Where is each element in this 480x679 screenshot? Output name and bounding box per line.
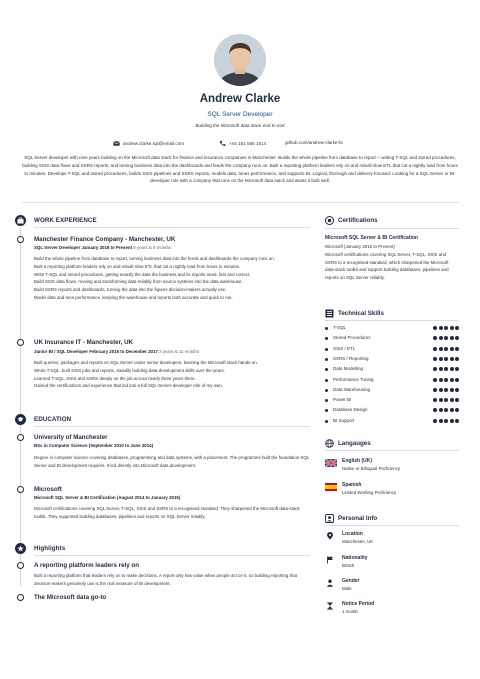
skill-level-dot xyxy=(450,378,454,382)
skill-level-dot xyxy=(444,336,448,340)
job-bullet: Write T-SQL and stored procedures, getting exactly the data the business and its reports need, fast and correct. xyxy=(34,271,251,277)
email-contact[interactable] xyxy=(113,140,184,147)
language-level: Native or Bilingual Proficiency xyxy=(342,466,401,471)
personal-label: Location xyxy=(342,531,363,537)
timeline-dot xyxy=(17,594,24,601)
email-text: andrew.clarke.sql@email.com xyxy=(123,141,185,146)
skill-level-dot xyxy=(455,347,459,351)
highlight-title: A reporting platform leaders rely on xyxy=(34,562,139,569)
skill-level-dot xyxy=(450,398,454,402)
personal-label: Notice Period xyxy=(342,601,375,607)
certification-issuer: Microsoft (January 2015 to Present) xyxy=(325,244,395,249)
github-text: github.com/andrew-clarke-bi xyxy=(285,140,343,145)
skill-bullet xyxy=(325,420,328,423)
education-degree: BSc in Computer Science (September 2010 to June 2014) xyxy=(34,443,154,448)
skill-level xyxy=(433,419,459,423)
skill-level-dot xyxy=(439,336,443,340)
skill-row xyxy=(325,407,459,414)
skill-name: SSRS / Reporting xyxy=(333,355,369,361)
section-rule xyxy=(325,228,459,229)
language-name: Spanish xyxy=(342,482,362,488)
highlight-title: The Microsoft data go-to xyxy=(34,594,107,601)
section-rule xyxy=(34,426,310,427)
education-school: Microsoft xyxy=(34,486,62,493)
skill-level-dot xyxy=(450,326,454,330)
skill-level-dot xyxy=(439,326,443,330)
job-role: Junior BI / SQL Developer February 2015 to December 2017 2 years & 11 months xyxy=(34,349,200,354)
skill-level-dot xyxy=(450,357,454,361)
skill-level-dot xyxy=(433,408,437,412)
profile-photo xyxy=(214,34,266,86)
skill-level-dot xyxy=(444,378,448,382)
person-icon xyxy=(326,579,334,587)
id-card-icon xyxy=(325,514,334,523)
skill-level-dot xyxy=(455,388,459,392)
job-bullet: Model data and tune performance, keeping the warehouse and reports both accurate and quick to run. xyxy=(34,294,233,300)
section-rule xyxy=(325,320,459,321)
personal-value: Male xyxy=(342,586,352,591)
skill-row xyxy=(325,397,459,404)
skill-level xyxy=(433,367,459,371)
timeline-dot xyxy=(17,339,24,346)
location-pin-icon xyxy=(326,532,334,540)
phone-text: +44 161 555 1514 xyxy=(229,141,267,146)
skill-level-dot xyxy=(433,367,437,371)
tagline: Building the Microsoft data stack end to end xyxy=(195,123,285,128)
job-bullet: Build SSIS data flows, moving and transforming data reliably from source systems into the data warehouse. xyxy=(34,279,243,285)
job-title: SQL Server Developer xyxy=(207,111,273,118)
skill-level-dot xyxy=(439,419,443,423)
section-rule xyxy=(325,525,459,526)
skill-bullet xyxy=(325,327,328,330)
skill-level-dot xyxy=(439,378,443,382)
skill-name: Performance Tuning xyxy=(333,376,374,382)
skill-level xyxy=(433,357,459,361)
skill-bullet xyxy=(325,379,328,382)
flag-icon xyxy=(326,556,334,564)
header-divider xyxy=(22,202,458,203)
skill-level-dot xyxy=(455,398,459,402)
timeline-dot xyxy=(17,562,24,569)
globe-icon xyxy=(325,439,334,448)
languages-heading: Langauges xyxy=(338,440,371,447)
skill-level-dot xyxy=(439,367,443,371)
skill-bullet xyxy=(325,368,328,371)
skill-level xyxy=(433,347,459,351)
language-level: Limited Working Proficiency xyxy=(342,490,397,495)
skill-row xyxy=(325,346,459,353)
skill-level-dot xyxy=(439,347,443,351)
job-bullets xyxy=(34,359,310,390)
job-role: SQL Server Developer January 2018 to Present 8 years & 9 months xyxy=(34,245,172,250)
timeline-dot xyxy=(17,236,24,243)
language-name: English (UK) xyxy=(342,458,372,464)
skill-level-dot xyxy=(433,357,437,361)
job-bullet: Build SSRS reports and dashboards, turning the data into the figures decision-makers actually use. xyxy=(34,287,227,293)
certification-name: Microsoft SQL Server & BI Certification xyxy=(325,235,418,241)
certifications-heading: Certifications xyxy=(338,217,378,224)
skill-level-dot xyxy=(450,347,454,351)
phone-icon xyxy=(219,140,226,147)
skill-row xyxy=(325,418,459,425)
uk-flag xyxy=(325,459,337,467)
skill-level-dot xyxy=(455,367,459,371)
skill-level-dot xyxy=(433,378,437,382)
skill-level-dot xyxy=(439,398,443,402)
skill-name: Database Design xyxy=(333,407,368,413)
skill-level xyxy=(433,388,459,392)
technical-skills-heading: Technical Skills xyxy=(338,310,384,317)
personal-label: Gender xyxy=(342,578,360,584)
skill-bullet xyxy=(325,399,328,402)
candidate-name: Andrew Clarke xyxy=(199,93,281,105)
list-icon xyxy=(325,309,334,318)
education-text: Microsoft certifications covering SQL Server, T-SQL, SSIS and SSRS to a recognised standard. They sharpened the Microsoft data-stack toolkit. They supported building databases, pipelines and reports on SQL Server reliably. xyxy=(34,506,300,519)
contact-bar xyxy=(0,140,480,148)
highlight-text: Built a reporting platform that leaders rely on to make decisions. A report only has value when people act on it, so building reporting that decision-makers genuinely use is the real measure of BI development. xyxy=(34,573,297,586)
skill-level xyxy=(433,326,459,330)
skill-bullet xyxy=(325,337,328,340)
skill-level xyxy=(433,398,459,402)
skill-name: Stored Procedures xyxy=(333,335,371,341)
skill-level-dot xyxy=(444,388,448,392)
skill-level-dot xyxy=(439,388,443,392)
skill-row xyxy=(325,325,459,332)
skill-level-dot xyxy=(455,378,459,382)
education-heading: EDUCATION xyxy=(34,416,72,423)
skill-level-dot xyxy=(450,367,454,371)
skill-level-dot xyxy=(444,326,448,330)
skill-level-dot xyxy=(455,336,459,340)
skill-bullet xyxy=(325,389,328,392)
graduation-cap-icon xyxy=(15,414,26,425)
skill-level-dot xyxy=(450,388,454,392)
skill-row xyxy=(325,335,459,342)
skill-level-dot xyxy=(444,398,448,402)
skill-level xyxy=(433,336,459,340)
skill-row xyxy=(325,377,459,384)
spain-flag xyxy=(325,483,337,491)
personal-label: Nationality xyxy=(342,555,368,561)
skill-level-dot xyxy=(444,408,448,412)
skill-level-dot xyxy=(450,408,454,412)
skill-name: BI Support xyxy=(333,417,355,423)
briefcase-icon xyxy=(15,215,26,226)
job-bullet: Gained the certifications and experience that led into a full SQL-Server-developer role of my own. xyxy=(34,383,223,389)
skill-row xyxy=(325,366,459,373)
skill-level-dot xyxy=(444,367,448,371)
email-icon xyxy=(113,140,120,147)
section-rule xyxy=(34,227,310,228)
skill-level-dot xyxy=(455,419,459,423)
skill-level-dot xyxy=(439,408,443,412)
star-icon xyxy=(15,543,26,554)
skill-level-dot xyxy=(444,357,448,361)
skill-bullet xyxy=(325,348,328,351)
job-bullet: Learned T-SQL, SSIS and SSRS deeply on the job across nearly three years there. xyxy=(34,375,196,381)
job-bullet: Build the whole pipeline from database to report, turning business data into the feeds and dashboards the company runs on. xyxy=(34,256,275,261)
personal-info-heading: Personal Info xyxy=(338,515,378,522)
profile-summary: SQL Server developer with nine years building on the Microsoft data stack for finance and insurance companies in Manchester. Builds the whole pipeline from database to report -- writing T-SQL and stored procedures, building SSIS data flows and SSRS reports, and turning business data into the dashboards and feeds the company runs on. Built a reporting platform leaders rely on and rebuilt slow ETL that cut a nightly load from hours to minutes. Develops T-SQL and stored procedures, builds SSIS pipelines and SSRS reports, models data, tunes performance, and supports BI. Logical, thorough and delivery-focused. Looking for a SQL-Server or BI-developer role with a company that runs on the Microsoft data stack and wants it built well. xyxy=(22,155,458,184)
job-bullets xyxy=(34,255,310,302)
skill-level-dot xyxy=(455,357,459,361)
job-bullet: Built queries, packages and reports on SQL Server under senior developers, learning the Microsoft stack hands-on. xyxy=(34,360,258,365)
github-contact[interactable] xyxy=(285,140,343,145)
skill-level-dot xyxy=(455,408,459,412)
hourglass-icon xyxy=(326,602,334,610)
skill-name: Power BI xyxy=(333,397,352,403)
skill-level-dot xyxy=(433,388,437,392)
certificate-icon xyxy=(325,216,334,225)
timeline-line xyxy=(20,228,21,586)
timeline-dot xyxy=(17,486,24,493)
skill-level-dot xyxy=(433,336,437,340)
job-bullet: Wrote T-SQL, built SSIS jobs and reports, steadily building data-development skills over the years. xyxy=(34,367,225,373)
phone-contact[interactable] xyxy=(219,140,266,147)
skill-level xyxy=(433,378,459,382)
skill-row xyxy=(325,387,459,394)
section-rule xyxy=(325,450,459,451)
work-experience-heading: WORK EXPERIENCE xyxy=(34,217,97,224)
skill-name: Data Warehousing xyxy=(333,386,371,392)
section-rule xyxy=(34,555,310,556)
skill-bullet xyxy=(325,409,328,412)
skill-level-dot xyxy=(450,419,454,423)
job-company: UK Insurance IT - Manchester, UK xyxy=(34,339,134,346)
skill-name: Data Modelling xyxy=(333,366,364,372)
skill-row xyxy=(325,356,459,363)
education-school: University of Manchester xyxy=(34,434,108,441)
personal-value: 1 month xyxy=(342,609,358,614)
highlights-heading: Highlights xyxy=(34,545,66,552)
skill-level-dot xyxy=(450,336,454,340)
skill-bullet xyxy=(325,358,328,361)
personal-value: British xyxy=(342,563,355,568)
skill-level-dot xyxy=(433,398,437,402)
job-company: Manchester Finance Company - Manchester, UK xyxy=(34,236,176,243)
job-bullet: Built a reporting platform leaders rely on and rebuilt slow ETL that cut a nightly load from hours to minutes. xyxy=(34,263,241,269)
skill-level-dot xyxy=(433,347,437,351)
certification-text: Microsoft certifications covering SQL Server, T-SQL, SSIS and SSRS to a recognised standard, which sharpened the Microsoft data-stack toolkit and support building databases, pipelines and reports on SQL Server reliably. xyxy=(325,252,449,280)
skill-name: SSIS / ETL xyxy=(333,345,356,351)
skill-level-dot xyxy=(433,419,437,423)
education-degree: Microsoft SQL Server & BI Certification (August 2014 to January 2015) xyxy=(34,495,181,500)
skill-level-dot xyxy=(439,357,443,361)
skill-level-dot xyxy=(444,347,448,351)
skill-level-dot xyxy=(455,326,459,330)
skill-level-dot xyxy=(433,326,437,330)
education-text: Degree in computer science covering databases, programming and data systems, with a placement. The programme built the foundation SQL Server and BI development requires. It led directly into Microsoft data development. xyxy=(34,455,310,468)
timeline-dot xyxy=(17,434,24,441)
skill-level-dot xyxy=(444,419,448,423)
personal-value: Manchester, UK xyxy=(342,539,374,544)
skill-name: T-SQL xyxy=(333,325,347,330)
skill-level xyxy=(433,408,459,412)
